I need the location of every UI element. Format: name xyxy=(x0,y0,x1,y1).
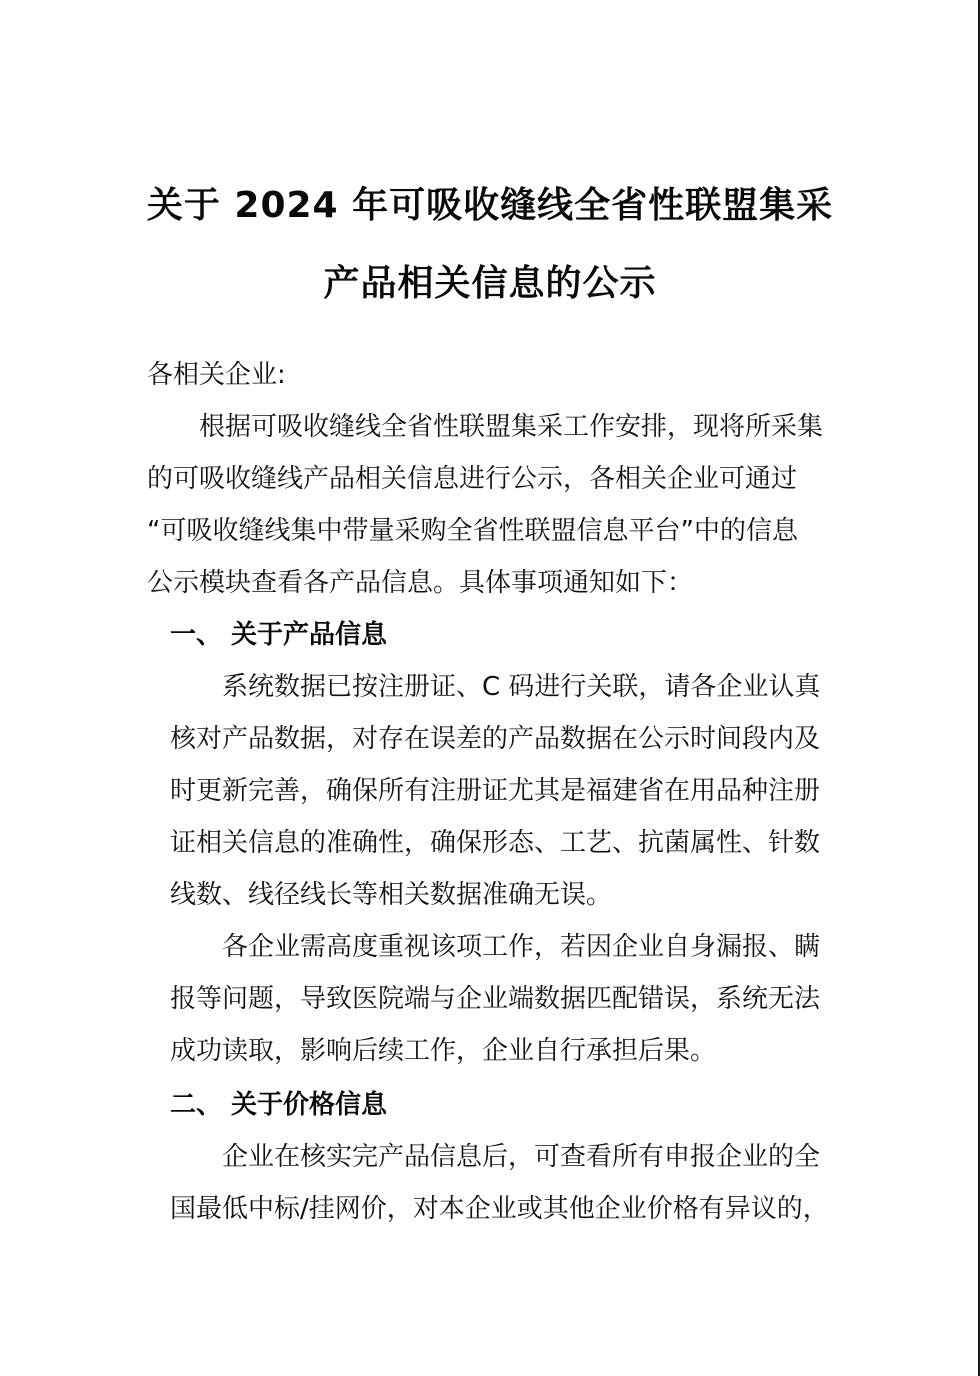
salutation: 各相关企业: xyxy=(147,360,286,390)
paragraph-line: 国最低中标/挂网价，对本企业或其他企业价格有异议的， xyxy=(170,1194,829,1224)
document-title-line-1: 关于 2024 年可吸收缝线全省性联盟集采 xyxy=(146,185,834,226)
paragraph-line: 成功读取，影响后续工作，企业自行承担后果。 xyxy=(170,1036,717,1066)
paragraph-line: 线数、线径线长等相关数据准确无误。 xyxy=(170,880,613,910)
paragraph-line: 时更新完善，确保所有注册证尤其是福建省在用品种注册 xyxy=(170,776,821,806)
paragraph-line: 核对产品数据，对存在误差的产品数据在公示时间段内及 xyxy=(170,724,821,754)
intro-line: “可吸收缝线集中带量采购全省性联盟信息平台”中的信息 xyxy=(147,516,798,546)
document-title-line-2: 产品相关信息的公示 xyxy=(323,263,657,304)
section-heading: 二、 关于价格信息 xyxy=(170,1090,388,1120)
paragraph-line: 证相关信息的准确性，确保形态、工艺、抗菌属性、针数 xyxy=(170,828,821,858)
section-heading: 一、 关于产品信息 xyxy=(170,620,388,650)
paragraph-line: 报等问题，导致医院端与企业端数据匹配错误，系统无法 xyxy=(170,984,821,1014)
intro-line: 的可吸收缝线产品相关信息进行公示，各相关企业可通过 xyxy=(147,464,798,494)
paragraph-line: 企业在核实完产品信息后，可查看所有申报企业的全 xyxy=(222,1142,821,1172)
paragraph-line: 系统数据已按注册证、C 码进行关联，请各企业认真 xyxy=(222,672,821,702)
intro-line: 公示模块查看各产品信息。具体事项通知如下： xyxy=(147,568,694,598)
intro-line: 根据可吸收缝线全省性联盟集采工作安排，现将所采集 xyxy=(199,412,824,442)
paragraph-line: 各企业需高度重视该项工作，若因企业自身漏报、瞒 xyxy=(222,932,821,962)
